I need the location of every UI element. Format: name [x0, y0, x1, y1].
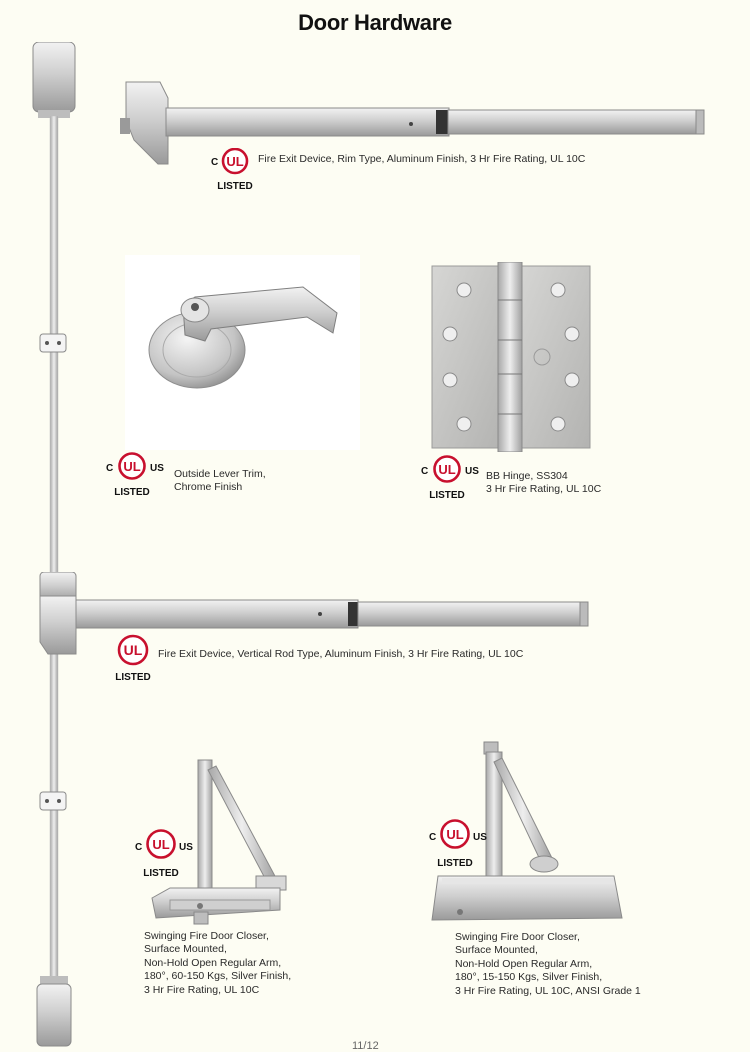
- svg-text:UL: UL: [152, 837, 170, 852]
- svg-text:C: C: [135, 842, 143, 853]
- ul-listed-mark-hinge: [418, 455, 488, 503]
- svg-text:LISTED: LISTED: [437, 858, 473, 869]
- caption-vertical-rod-exit: Fire Exit Device, Vertical Rod Type, Aluminum Finish, 3 Hr Fire Rating, UL 10C: [158, 648, 524, 660]
- svg-text:UL: UL: [123, 459, 141, 474]
- svg-text:LISTED: LISTED: [143, 868, 179, 879]
- caption-closer-2: Swinging Fire Door Closer, Surface Mounted, Non-Hold Open Regular Arm, 180°, 15-150 Kgs, Silver Finish, 3 Hr Fire Rating, UL 10C, ANSI Grade 1: [455, 931, 641, 997]
- caption-rim-exit: Fire Exit Device, Rim Type, Aluminum Finish, 3 Hr Fire Rating, UL 10C: [258, 153, 586, 165]
- bb-hinge-illustration: [430, 262, 592, 452]
- svg-text:LISTED: LISTED: [217, 181, 253, 192]
- ul-listed-mark-vertical-rod: [114, 633, 160, 683]
- svg-text:US: US: [465, 466, 479, 477]
- ul-listed-mark-lever: [103, 452, 173, 500]
- ul-listed-mark-closer-2: [426, 818, 496, 870]
- svg-text:UL: UL: [123, 642, 143, 658]
- caption-bb-hinge: BB Hinge, SS304 3 Hr Fire Rating, UL 10C: [486, 470, 602, 496]
- svg-text:C: C: [211, 157, 219, 168]
- svg-text:US: US: [150, 463, 164, 474]
- caption-closer-1: Swinging Fire Door Closer, Surface Mounted, Non-Hold Open Regular Arm, 180°, 60-150 Kgs, Silver Finish, 3 Hr Fire Rating, UL 10C: [144, 930, 292, 996]
- svg-text:US: US: [179, 842, 193, 853]
- svg-text:UL: UL: [438, 462, 456, 477]
- svg-text:LISTED: LISTED: [115, 672, 151, 683]
- ul-listed-mark-closer-1: [132, 828, 202, 880]
- svg-text:UL: UL: [446, 827, 464, 842]
- svg-text:C: C: [421, 466, 429, 477]
- svg-text:C: C: [106, 463, 114, 474]
- svg-text:C: C: [429, 832, 437, 843]
- svg-text:LISTED: LISTED: [114, 487, 150, 498]
- vertical-rod-illustration: [30, 42, 80, 1048]
- lever-trim-illustration: [125, 255, 360, 450]
- page-title: Door Hardware: [298, 10, 452, 35]
- svg-text:LISTED: LISTED: [429, 490, 465, 501]
- svg-text:US: US: [473, 832, 487, 843]
- svg-text:UL: UL: [226, 154, 244, 169]
- caption-lever-trim: Outside Lever Trim, Chrome Finish: [174, 468, 266, 494]
- page-number: 11/12: [352, 1040, 379, 1052]
